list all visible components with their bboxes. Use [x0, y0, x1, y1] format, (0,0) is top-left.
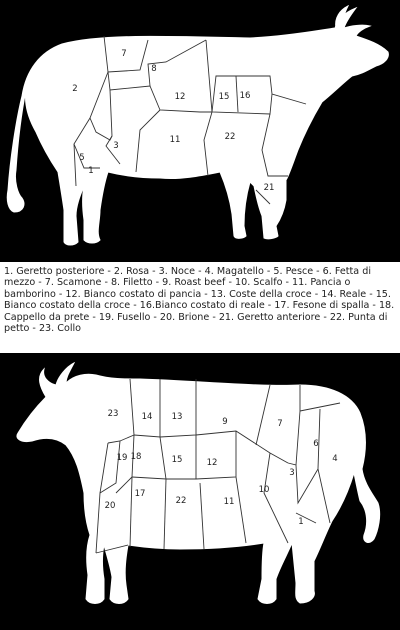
top-label-1: 1	[88, 166, 94, 176]
top-label-22: 22	[224, 132, 236, 142]
top-label-7: 7	[121, 49, 127, 59]
top-label-15: 15	[218, 92, 230, 102]
bottom-label-1: 1	[298, 517, 304, 527]
bottom-label-9: 9	[222, 417, 228, 427]
bottom-label-12: 12	[206, 458, 218, 468]
top-cow-silhouette	[7, 8, 388, 245]
bottom-label-14: 14	[141, 412, 153, 422]
bottom-label-3: 3	[289, 468, 295, 478]
bottom-label-22: 22	[175, 496, 187, 506]
bottom-label-6: 6	[313, 439, 319, 449]
bottom-label-15: 15	[171, 455, 183, 465]
top-label-21: 21	[263, 183, 275, 193]
bottom-label-11: 11	[223, 497, 235, 507]
top-label-3: 3	[113, 141, 119, 151]
bottom-label-17: 17	[134, 489, 146, 499]
top-cow-svg	[0, 0, 400, 262]
bottom-label-19: 19	[116, 453, 128, 463]
top-label-2: 2	[72, 84, 78, 94]
top-label-5: 5	[79, 153, 85, 163]
cuts-legend: 1. Geretto posteriore - 2. Rosa - 3. Noce - 4. Magatello - 5. Pesce - 6. Fetta di mezzo - 7. Scamone - 8. Filetto - 9. Roast beef - 10. Scalfo - 11. Pancia o bamborino - 12. Bianco costato di pancia - 13. Coste della croce - 14. Reale - 15. Bianco costato della croce - 16.Bianco costato di reale - 17. Fesone di spalla - 18. Cappello da prete - 19. Fusello - 20. Brione - 21. Geretto anteriore - 22. Punta di petto - 23. Collo	[4, 266, 395, 335]
top-label-11: 11	[169, 135, 181, 145]
bottom-cow-svg	[0, 353, 400, 630]
bottom-label-7: 7	[277, 419, 283, 429]
bottom-label-20: 20	[104, 501, 116, 511]
bottom-label-18: 18	[130, 452, 142, 462]
bottom-cow-diagram	[0, 353, 400, 630]
top-label-12: 12	[174, 92, 186, 102]
bottom-label-10: 10	[258, 485, 270, 495]
top-label-8: 8	[151, 64, 157, 74]
bottom-label-13: 13	[171, 412, 183, 422]
top-label-16: 16	[239, 91, 251, 101]
bottom-label-4: 4	[332, 454, 338, 464]
top-cow-diagram	[0, 0, 400, 262]
bottom-label-23: 23	[107, 409, 119, 419]
bottom-cow-silhouette	[17, 363, 380, 604]
